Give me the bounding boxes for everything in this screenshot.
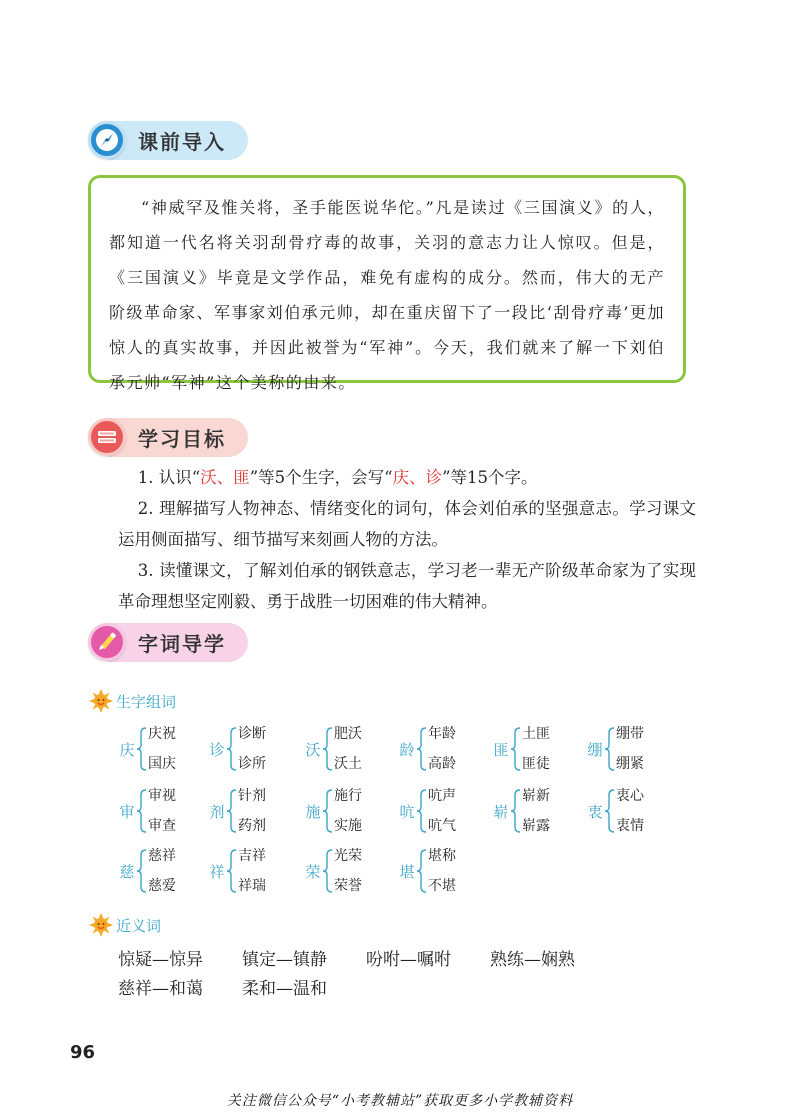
word-group-word: 吉祥 [238,848,266,864]
synonyms-list [118,946,638,1004]
word-group [586,786,644,836]
word-group-char: 诊 [209,740,225,759]
word-group-char: 龄 [399,740,415,759]
word-group-words [334,846,362,896]
synonym-row-2 [118,975,638,1004]
word-group-char: 剂 [209,802,225,821]
brace-icon [604,788,616,834]
goal-item-3: 3. 读懂课文，了解刘伯承的钢铁意志，学习老一辈无产阶级革命家为了实现革命理想坚定刚毅、勇于战胜一切困难的伟大精神。 [118,561,696,611]
section-title-intro: 课前导入 [108,121,248,160]
page-number: 96 [70,1042,96,1063]
word-group-word: 匪徒 [522,756,550,772]
brace-icon [226,788,238,834]
intro-box [88,175,686,392]
compass-icon [88,121,126,159]
word-group [208,724,266,774]
section-header-vocab [88,622,248,662]
word-group [304,724,362,774]
goal-item-1 [118,462,696,493]
word-group-words [238,846,266,896]
word-group-word: 慈祥 [148,848,176,864]
word-group-word: 诊断 [238,726,266,742]
synonym-pair: 柔和—温和 [242,979,327,999]
word-group-word: 衷情 [616,818,644,834]
word-group-word: 审查 [148,818,176,834]
word-group-words [334,724,362,774]
goal-1-highlight-b: 庆、诊 [392,468,443,487]
word-group [492,786,550,836]
brace-icon [416,788,428,834]
word-group-word: 审视 [148,788,176,804]
synonym-pair: 吩咐—嘱咐 [366,950,451,970]
word-group-word: 绷紧 [616,756,644,772]
goal-1-text-b: ”等5个生字，会写“ [249,468,393,487]
brace-icon [322,848,334,894]
word-group [398,724,456,774]
section-title-goals: 学习目标 [108,418,248,457]
word-group-words [428,786,456,836]
word-group-words [334,786,362,836]
goals-list [118,462,696,617]
word-group-word: 崭新 [522,788,550,804]
brace-icon [226,848,238,894]
word-group-words [148,724,176,774]
word-group-word: 衷心 [616,788,644,804]
brace-icon [416,848,428,894]
word-group-words [428,846,456,896]
sun-icon [88,688,114,714]
word-group-words [522,724,550,774]
brace-icon [136,788,148,834]
word-group-word: 土匪 [522,726,550,742]
word-group-char: 衷 [587,802,603,821]
word-group-word: 堪称 [428,848,456,864]
section-header-intro [88,120,248,160]
word-group-char: 堪 [399,862,415,881]
word-group-char: 施 [305,802,321,821]
sun-icon [88,912,114,938]
word-group [398,786,456,836]
word-group-word: 绷带 [616,726,644,742]
word-group-char: 绷 [587,740,603,759]
synonym-row-1 [118,946,638,975]
brace-icon [322,788,334,834]
word-group-words [238,786,266,836]
word-group-word: 高龄 [428,756,456,772]
subsection-synonyms [88,912,161,938]
word-group [586,724,644,774]
word-group-words [616,786,644,836]
goal-1-highlight-a: 沃、匪 [200,468,250,487]
word-group-word: 针剂 [238,788,266,804]
subsection-title-new-words: 生字组词 [116,692,177,711]
word-group-word: 沃土 [334,756,362,772]
word-group-word: 崭露 [522,818,550,834]
brace-icon [226,726,238,772]
brace-icon [510,726,522,772]
word-group [492,724,550,774]
word-group-words [428,724,456,774]
synonym-pair: 慈祥—和蔼 [118,979,203,999]
word-group-char: 慈 [119,862,135,881]
brace-icon [136,848,148,894]
books-icon [88,418,126,456]
word-group-word: 不堪 [428,878,456,894]
word-group [208,786,266,836]
word-group [208,846,266,896]
brace-icon [510,788,522,834]
brace-icon [604,726,616,772]
word-group-word: 荣誉 [334,878,362,894]
word-group-char: 崭 [493,802,509,821]
word-group-word: 慈爱 [148,878,176,894]
word-group-words [616,724,644,774]
synonym-pair: 熟练—娴熟 [490,950,575,970]
word-group [118,724,176,774]
word-group-word: 光荣 [334,848,362,864]
goal-item-2: 2. 理解描写人物神态、情绪变化的词句，体会刘伯承的坚强意志。学习课文运用侧面描写、细节描写来刻画人物的方法。 [118,499,696,549]
word-group [304,786,362,836]
word-group-char: 沃 [305,740,321,759]
word-group-words [148,846,176,896]
word-group-words [148,786,176,836]
word-group-word: 肥沃 [334,726,362,742]
word-group-word: 药剂 [238,818,266,834]
word-group [118,786,176,836]
intro-text: “神威罕及惟关将，圣手能医说华佗。”凡是读过《三国演义》的人，都知道一代名将关羽刮骨疗毒的故事，关羽的意志力让人惊叹。但是，《三国演义》毕竟是文学作品，难免有虚构的成分。然而，伟大的无产阶级革命家、军事家刘伯承元帅，却在重庆留下了一段比‘刮骨疗毒’更加惊人的真实故事，并因此被誉为“军神”。今天，我们就来了解一下刘伯承元帅“军神”这个美称的由来。 [109,198,665,392]
word-group-char: 匪 [493,740,509,759]
word-group-word: 吭声 [428,788,456,804]
word-group-word: 年龄 [428,726,456,742]
word-group-word: 祥瑞 [238,878,266,894]
brace-icon [416,726,428,772]
subsection-new-words [88,688,176,714]
word-group-word: 实施 [334,818,362,834]
word-group [118,846,176,896]
section-header-goals [88,417,248,457]
word-group-words [522,786,550,836]
synonym-pair: 惊疑—惊异 [118,950,203,970]
word-group-word: 庆祝 [148,726,176,742]
synonym-pair: 镇定—镇静 [242,950,327,970]
section-title-vocab: 字词导学 [108,623,248,662]
word-group-word: 诊所 [238,756,266,772]
word-group-char: 庆 [119,740,135,759]
word-group-char: 吭 [399,802,415,821]
word-group-char: 审 [119,802,135,821]
word-group [304,846,362,896]
word-group-word: 施行 [334,788,362,804]
goal-1-text-c: ”等15个字。 [442,468,538,487]
word-group-word: 吭气 [428,818,456,834]
brace-icon [136,726,148,772]
word-group-char: 荣 [305,862,321,881]
word-group [398,846,456,896]
subsection-title-synonyms: 近义词 [116,916,162,935]
word-group-word: 国庆 [148,756,176,772]
brace-icon [322,726,334,772]
footer-note: 关注微信公众号“小考教辅站”获取更多小学教辅资料 [226,1093,574,1109]
word-group-char: 祥 [209,862,225,881]
word-group-words [238,724,266,774]
goal-1-text-a: 1. 认识“ [137,468,201,487]
pencil-icon [88,623,126,661]
